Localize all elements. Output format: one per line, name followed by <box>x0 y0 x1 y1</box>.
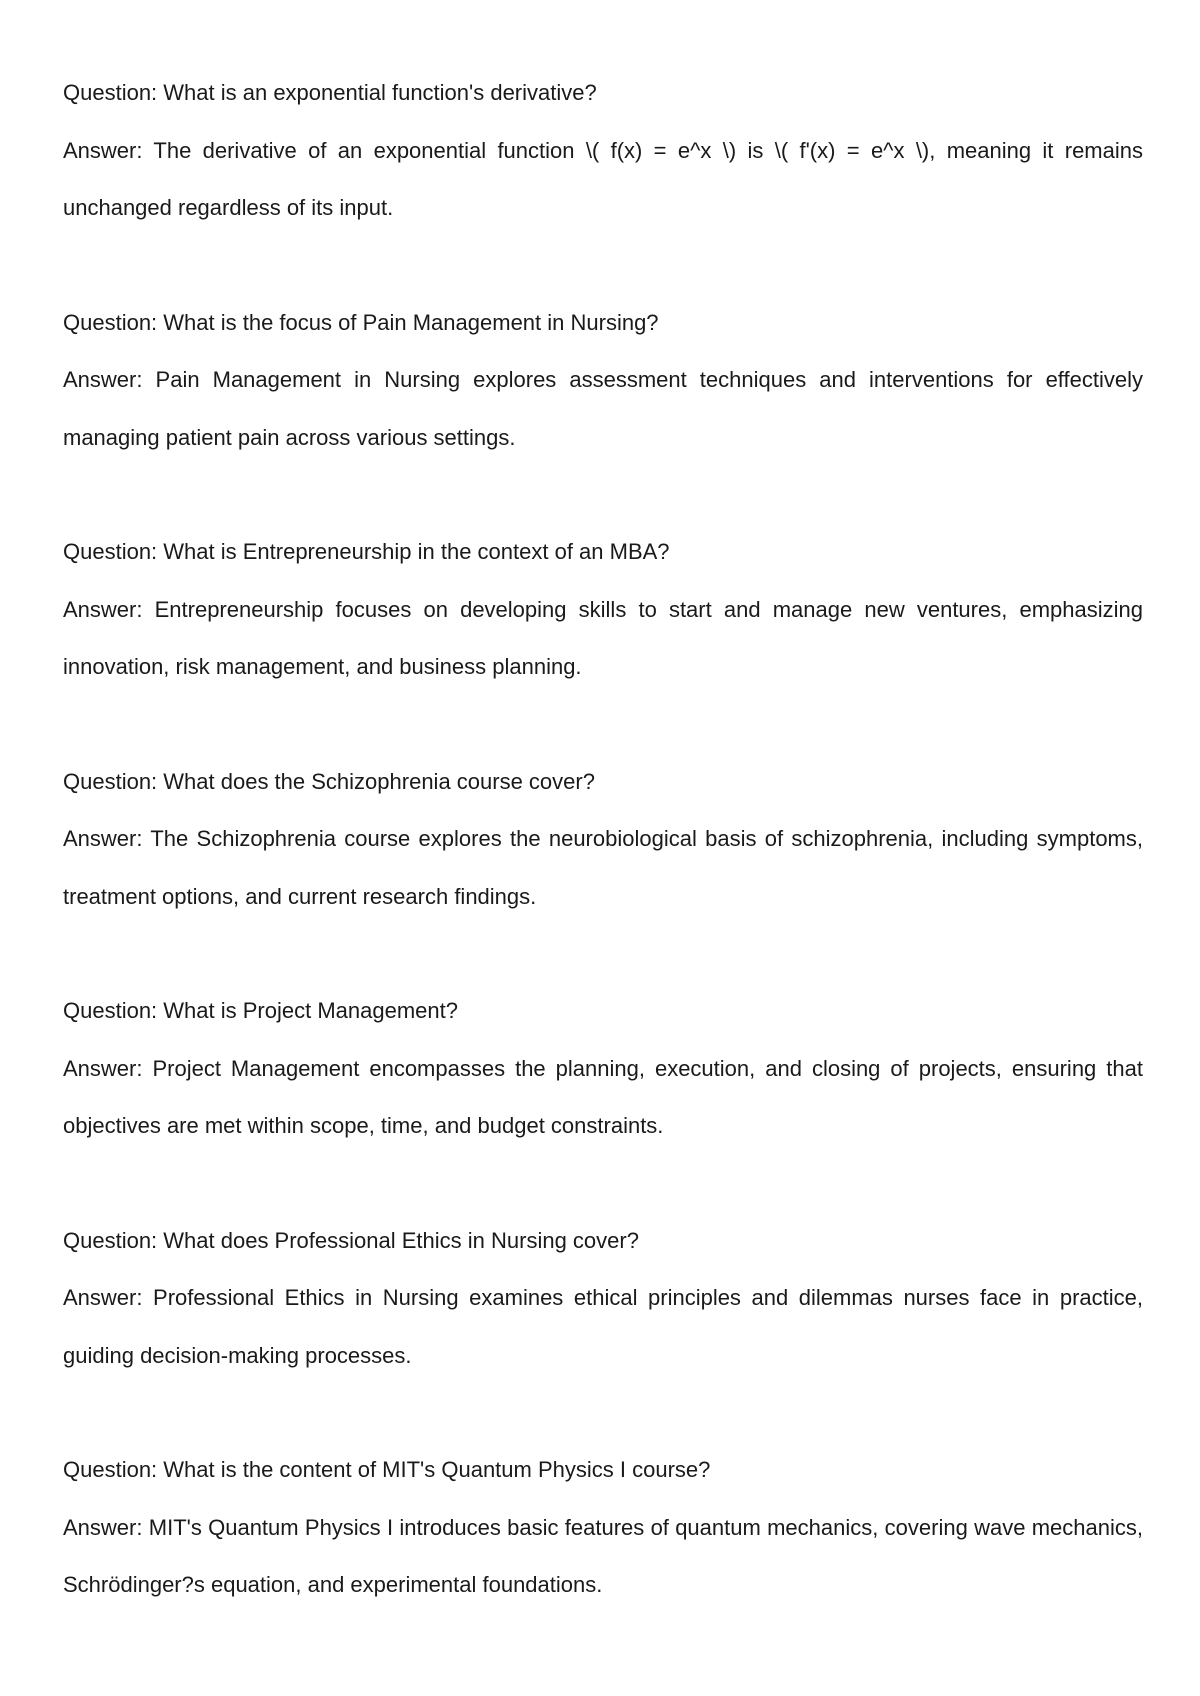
qa-item <box>63 1212 1143 1385</box>
qa-item <box>63 753 1143 926</box>
answer-text: Answer: The derivative of an exponential function \( f(x) = e^x \) is \( f'(x) = e^x \), meaning it remains unchanged regardless of its input. <box>63 137 1143 220</box>
question-text: Question: What does the Schizophrenia course cover? <box>63 768 595 794</box>
question-text: Question: What is an exponential function's derivative? <box>63 80 597 105</box>
answer-text: Answer: Professional Ethics in Nursing examines ethical principles and dilemmas nurses face in practice, guiding decision-making processes. <box>63 1285 1143 1368</box>
answer-text: Answer: Project Management encompasses the planning, execution, and closing of projects, ensuring that objectives are met within scope, time, and budget constraints. <box>63 1055 1143 1138</box>
answer-text: Answer: The Schizophrenia course explores the neurobiological basis of schizophrenia, including symptoms, treatment options, and current research findings. <box>63 826 1143 909</box>
answer-text: Answer: MIT's Quantum Physics I introduces basic features of quantum mechanics, covering wave mechanics, Schrödinger?s equation, and experimental foundations. <box>63 1514 1143 1597</box>
qa-item <box>63 294 1143 467</box>
question-text: Question: What is Entrepreneurship in the context of an MBA? <box>63 539 670 564</box>
question-text: Question: What does Professional Ethics in Nursing cover? <box>63 1227 639 1253</box>
qa-item <box>63 523 1143 696</box>
question-text: Question: What is the focus of Pain Management in Nursing? <box>63 309 659 335</box>
question-text: Question: What is Project Management? <box>63 998 458 1023</box>
qa-item <box>63 982 1143 1155</box>
answer-text: Answer: Pain Management in Nursing explores assessment techniques and interventions for effectively managing patient pain across various settings. <box>63 367 1143 450</box>
qa-item <box>63 1441 1143 1614</box>
qa-item <box>63 64 1143 237</box>
question-text: Question: What is the content of MIT's Quantum Physics I course? <box>63 1457 711 1482</box>
answer-text: Answer: Entrepreneurship focuses on developing skills to start and manage new ventures, emphasizing innovation, risk management, and business planning. <box>63 596 1143 679</box>
